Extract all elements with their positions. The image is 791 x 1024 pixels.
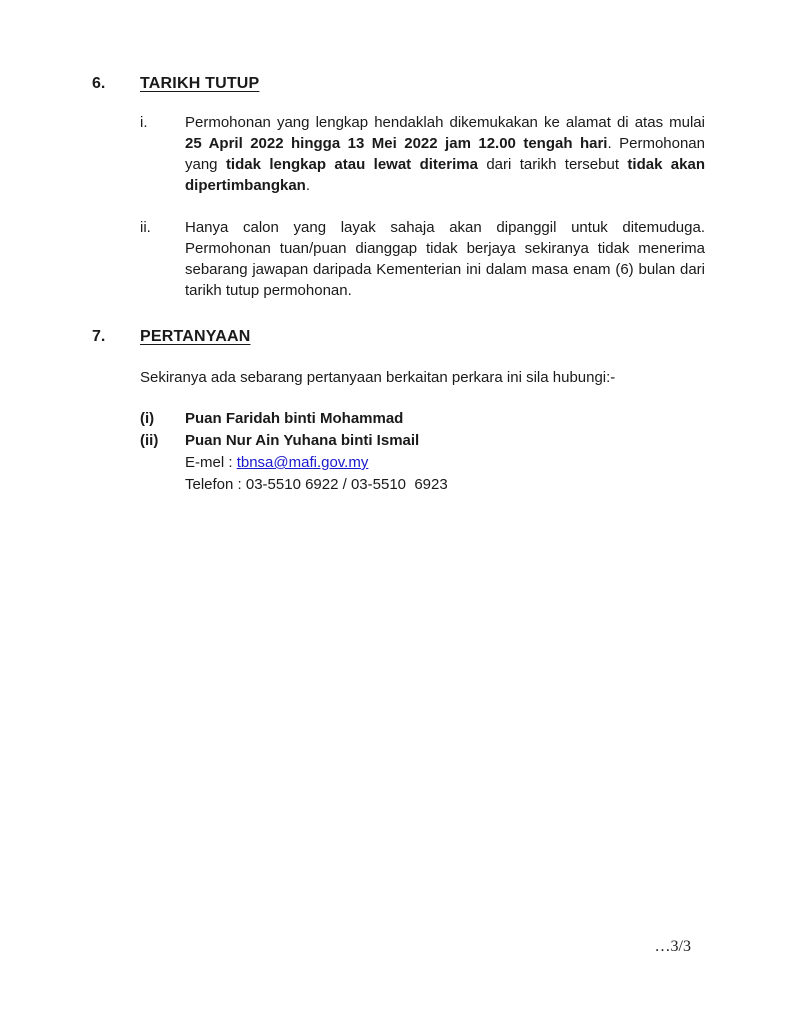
list-item-marker: ii. (140, 219, 151, 236)
section-tarikh-tutup-heading (92, 74, 705, 94)
list-item-ii (92, 217, 705, 301)
page-number: …3/3 (654, 938, 691, 955)
email-label: E-mel : (185, 454, 237, 471)
telefon-row (92, 474, 705, 496)
indent-spacer (92, 452, 140, 474)
indent-spacer (92, 367, 140, 388)
indent-spacer (92, 430, 140, 452)
paragraph-closing-date: Permohonan yang lengkap hendaklah dikemukakan ke alamat di atas mulai 25 April 2022 hingga 13 Mei 2022 jam 12.00 tengah hari. Permohonan yang tidak lengkap atau lewat diterima dari tarikh tersebut tidak akan dipertimbangkan. (185, 114, 706, 194)
contact-marker: (ii) (140, 432, 159, 449)
email-link[interactable]: tbnsa@mafi.gov.my (236, 454, 369, 471)
contact-name: Puan Nur Ain Yuhana binti Ismail (185, 432, 420, 449)
enquiry-intro-row (92, 367, 705, 388)
section-pertanyaan-heading (92, 327, 705, 347)
telefon-line: Telefon : 03-5510 6922 / 03-5510 6923 (185, 476, 448, 493)
contact-row-2 (92, 430, 705, 452)
email-line (185, 452, 368, 474)
email-row (92, 452, 705, 474)
empty-marker-spacer (140, 474, 185, 496)
section-title: PERTANYAAN (140, 328, 251, 345)
indent-spacer (92, 408, 140, 430)
indent-spacer (92, 217, 140, 301)
contact-name: Puan Faridah binti Mohammad (185, 410, 404, 427)
indent-spacer (92, 112, 140, 196)
empty-marker-spacer (140, 452, 185, 474)
list-item-marker: i. (140, 114, 148, 131)
section-title: TARIKH TUTUP (140, 75, 260, 92)
paragraph-interview-notice: Hanya calon yang layak sahaja akan dipanggil untuk ditemuduga. Permohonan tuan/puan dianggap tidak berjaya sekiranya tidak menerima sebarang jawapan daripada Kementerian ini dalam masa enam (6) bulan dari tarikh tutup permohonan. (185, 219, 705, 299)
section-number: 6. (92, 75, 106, 92)
contact-marker: (i) (140, 410, 155, 427)
enquiry-intro-text: Sekiranya ada sebarang pertanyaan berkaitan perkara ini sila hubungi:- (140, 369, 616, 386)
indent-spacer (92, 474, 140, 496)
section-number: 7. (92, 328, 106, 345)
list-item-i (92, 112, 705, 196)
document-content (0, 0, 791, 496)
contact-row-1 (92, 408, 705, 430)
